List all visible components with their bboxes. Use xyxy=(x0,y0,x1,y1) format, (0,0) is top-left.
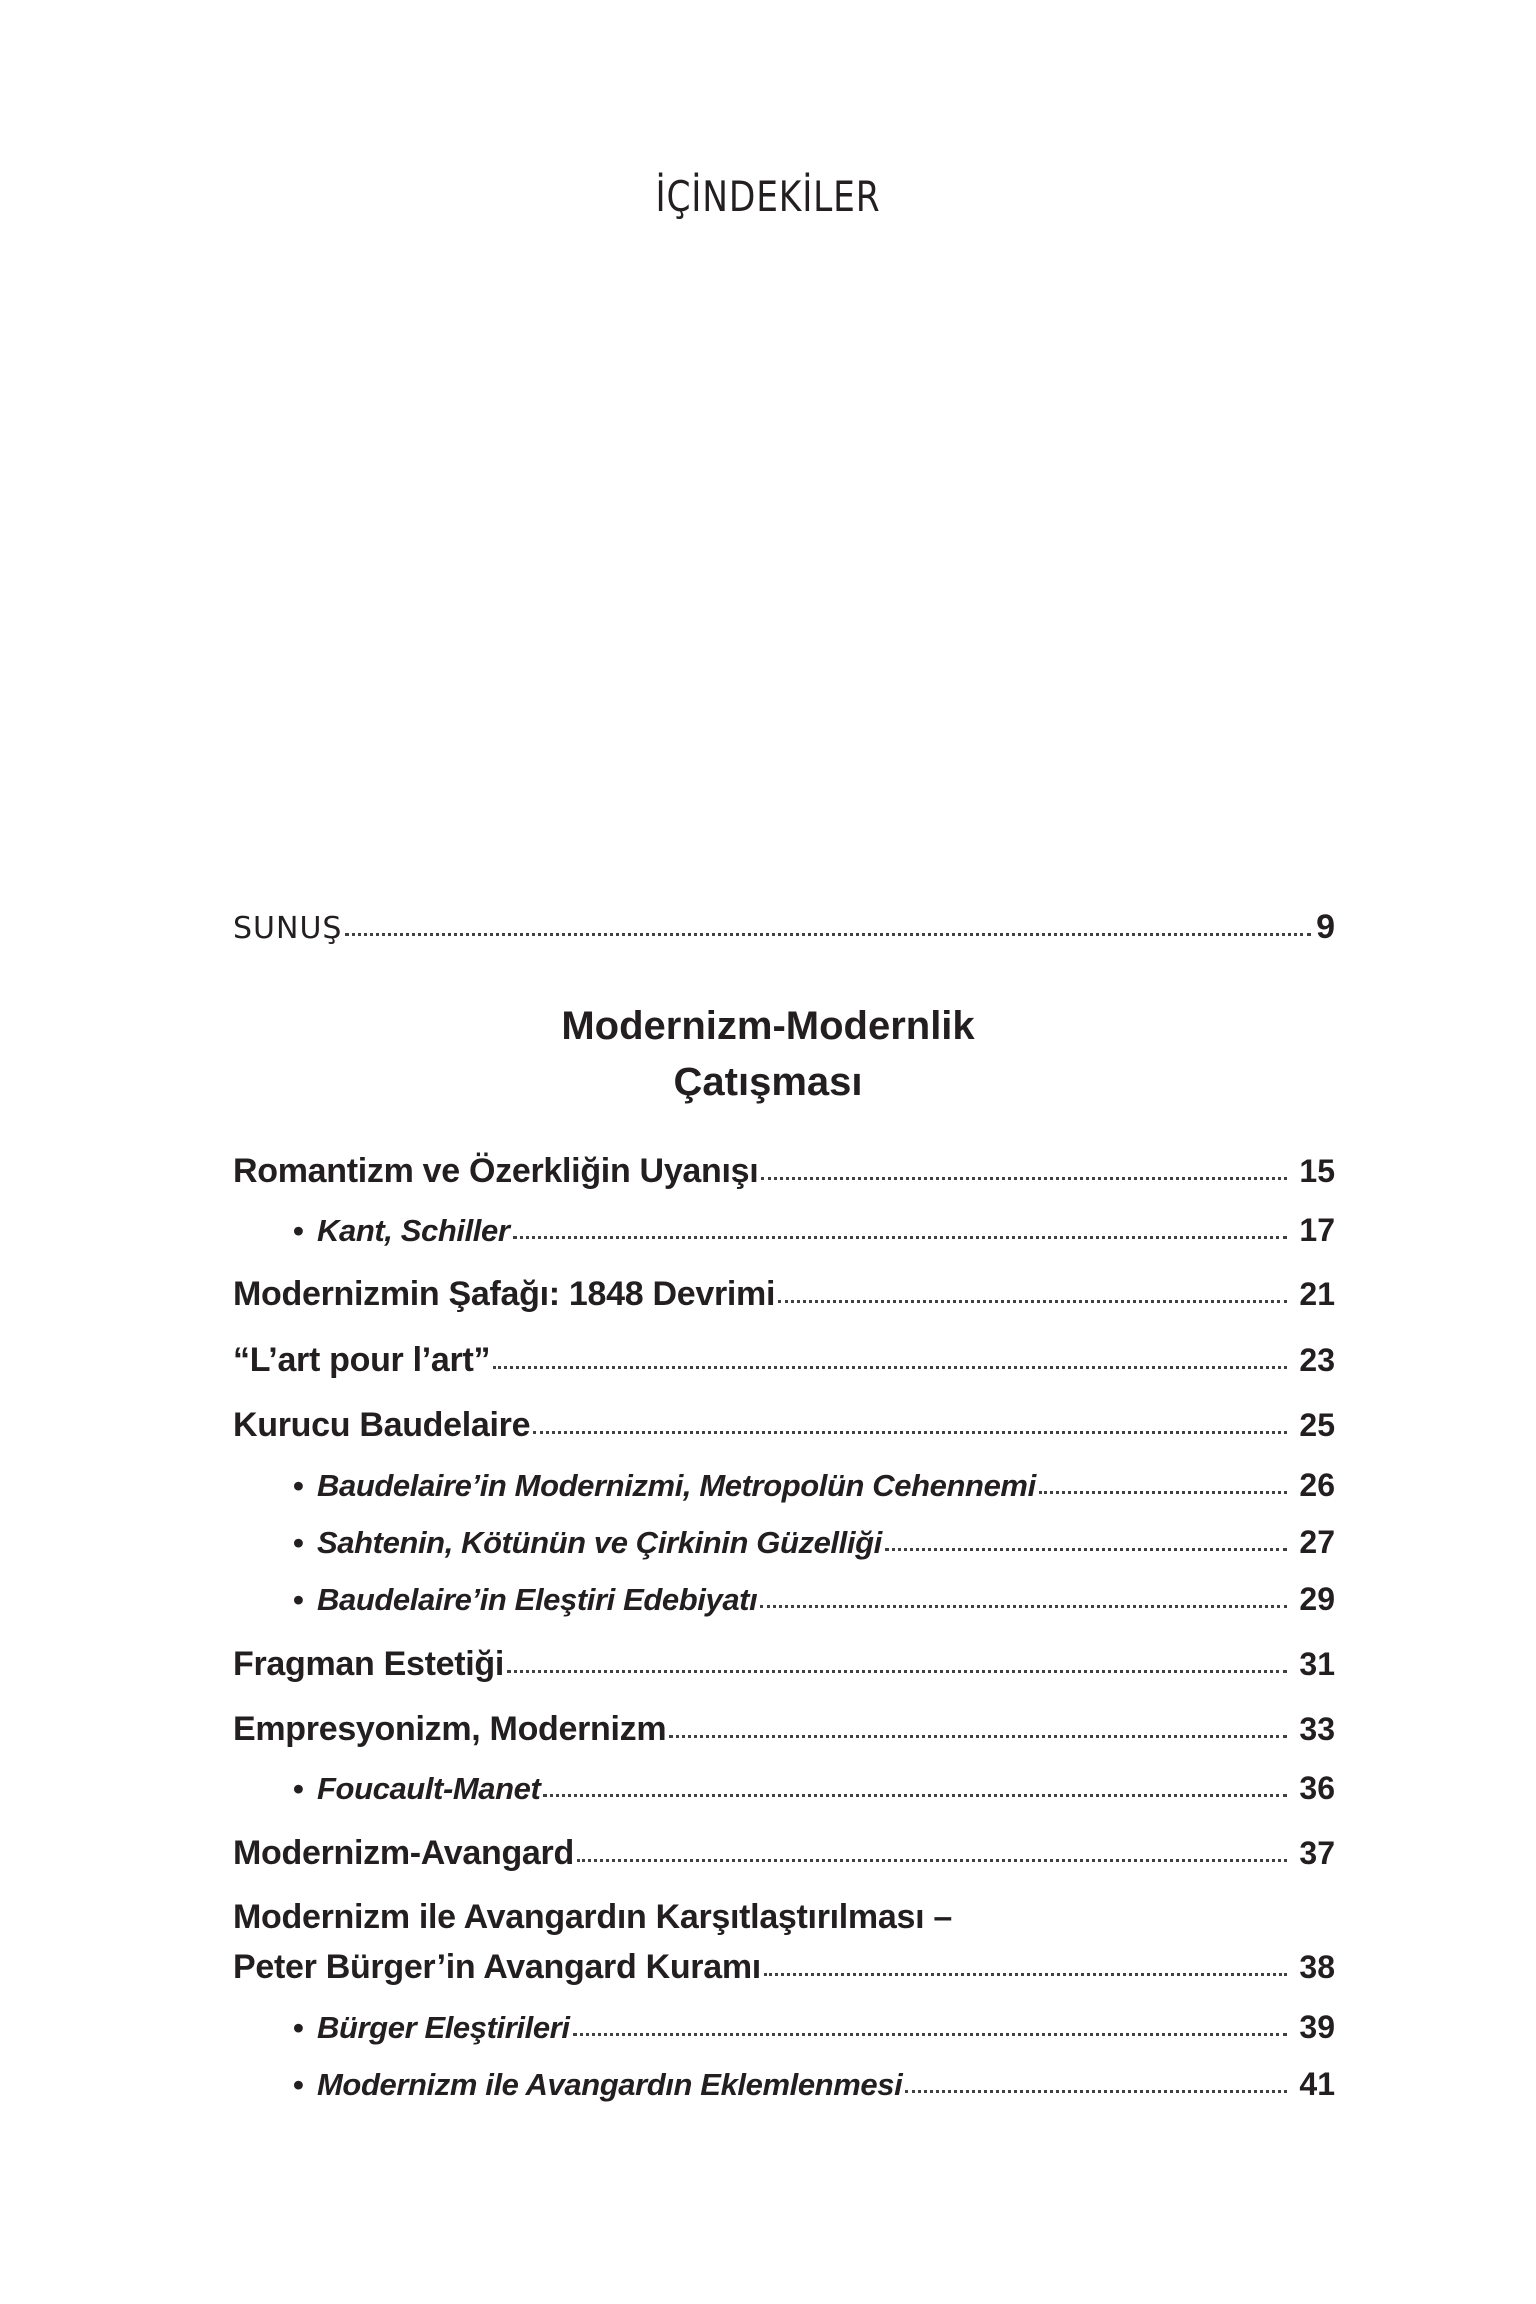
toc-entry-page: 36 xyxy=(1299,1770,1335,1806)
dot-leader xyxy=(513,1236,1287,1239)
bullet-icon: • xyxy=(293,1582,304,1617)
dot-leader xyxy=(761,1177,1287,1180)
toc-entry-page: 23 xyxy=(1299,1342,1335,1378)
toc-entry-page: 21 xyxy=(1299,1276,1335,1312)
section-heading-line1: Modernizm-Modernlik xyxy=(561,1004,975,1048)
toc-entry-page: 41 xyxy=(1299,2066,1335,2102)
toc-entry-label: Modernizm ile Avangardın Eklemlenmesi xyxy=(317,2067,903,2102)
toc-entry-label: Foucault-Manet xyxy=(317,1771,541,1806)
bullet-icon: • xyxy=(293,1771,304,1806)
toc-entry[interactable] xyxy=(233,1834,1335,1873)
toc-entry[interactable] xyxy=(233,1710,1335,1749)
toc-subentry[interactable] xyxy=(293,1770,1335,1807)
page-title: İÇİNDEKİLER xyxy=(655,172,881,221)
toc-entry[interactable] xyxy=(233,1275,1335,1314)
dot-leader xyxy=(533,1431,1287,1434)
toc-entry-page: 33 xyxy=(1299,1711,1335,1747)
dot-leader xyxy=(905,2090,1287,2093)
bullet-icon: • xyxy=(293,1213,304,1248)
toc-subentry[interactable] xyxy=(293,1524,1335,1561)
dot-leader xyxy=(573,2033,1287,2036)
toc-entry-page: 25 xyxy=(1299,1407,1335,1443)
bullet-icon: • xyxy=(293,2067,304,2102)
toc-entry-label: Empresyonizm, Modernizm xyxy=(233,1710,667,1748)
dot-leader xyxy=(1039,1491,1287,1494)
toc-entry[interactable] xyxy=(233,1152,1335,1191)
dot-leader xyxy=(885,1548,1287,1551)
toc-entry-page: 9 xyxy=(1316,908,1335,946)
dot-leader xyxy=(577,1859,1287,1862)
toc-entry[interactable] xyxy=(233,1645,1335,1684)
toc-entry-label: Peter Bürger’in Avangard Kuramı xyxy=(233,1948,761,1986)
toc-entry-page: 27 xyxy=(1299,1524,1335,1560)
toc-entry-label: Fragman Estetiği xyxy=(233,1645,505,1683)
toc-entry-label: “L’art pour l’art” xyxy=(233,1341,491,1379)
bullet-icon: • xyxy=(293,1468,304,1503)
dot-leader xyxy=(543,1794,1287,1797)
toc-entry-page: 26 xyxy=(1299,1467,1335,1503)
toc-entry[interactable] xyxy=(233,1948,1335,1987)
toc-entry-sunus[interactable] xyxy=(233,908,1335,947)
toc-subentry[interactable] xyxy=(293,1467,1335,1504)
toc-entry-page: 29 xyxy=(1299,1581,1335,1617)
toc-entry-label: Kurucu Baudelaire xyxy=(233,1406,531,1444)
toc-entry-label: SUNUŞ xyxy=(233,911,343,946)
dot-leader xyxy=(669,1735,1287,1738)
toc-entry[interactable] xyxy=(233,1341,1335,1380)
toc-entry-page: 31 xyxy=(1299,1646,1335,1682)
toc-entry-label: Baudelaire’in Modernizmi, Metropolün Cehennemi xyxy=(317,1468,1036,1503)
dot-leader xyxy=(345,933,1311,936)
toc-entry-label: Baudelaire’in Eleştiri Edebiyatı xyxy=(317,1582,758,1617)
dot-leader xyxy=(493,1366,1287,1369)
toc-subentry[interactable] xyxy=(293,2066,1335,2103)
toc-entry-page: 38 xyxy=(1299,1949,1335,1985)
toc-entry-label: Bürger Eleştirileri xyxy=(317,2010,570,2045)
toc-entry-label: Sahtenin, Kötünün ve Çirkinin Güzelliği xyxy=(317,1525,882,1560)
toc-subentry[interactable] xyxy=(293,1581,1335,1618)
toc-entry-page: 17 xyxy=(1299,1212,1335,1248)
toc-entry-label: Romantizm ve Özerkliğin Uyanışı xyxy=(233,1152,759,1190)
section-heading xyxy=(0,998,1536,1110)
toc-subentry[interactable] xyxy=(293,2009,1335,2046)
toc-entry-line1[interactable] xyxy=(233,1898,1335,1937)
toc-entry-label: Modernizm-Avangard xyxy=(233,1834,574,1872)
toc-entry-page: 39 xyxy=(1299,2009,1335,2045)
section-heading-line2: Çatışması xyxy=(673,1060,863,1104)
toc-entry[interactable] xyxy=(233,1406,1335,1445)
dot-leader xyxy=(760,1605,1287,1608)
toc-entry-label: Kant, Schiller xyxy=(317,1213,510,1248)
toc-entry-page: 15 xyxy=(1299,1153,1335,1189)
bullet-icon: • xyxy=(293,2010,304,2045)
dot-leader xyxy=(778,1300,1287,1303)
dot-leader xyxy=(764,1973,1287,1976)
dot-leader xyxy=(507,1670,1287,1673)
toc-entry-page: 37 xyxy=(1299,1835,1335,1871)
toc-subentry[interactable] xyxy=(293,1212,1335,1249)
toc-entry-label: Modernizmin Şafağı: 1848 Devrimi xyxy=(233,1275,776,1313)
bullet-icon: • xyxy=(293,1525,304,1560)
toc-entry-label: Modernizm ile Avangardın Karşıtlaştırılması – xyxy=(233,1898,952,1936)
